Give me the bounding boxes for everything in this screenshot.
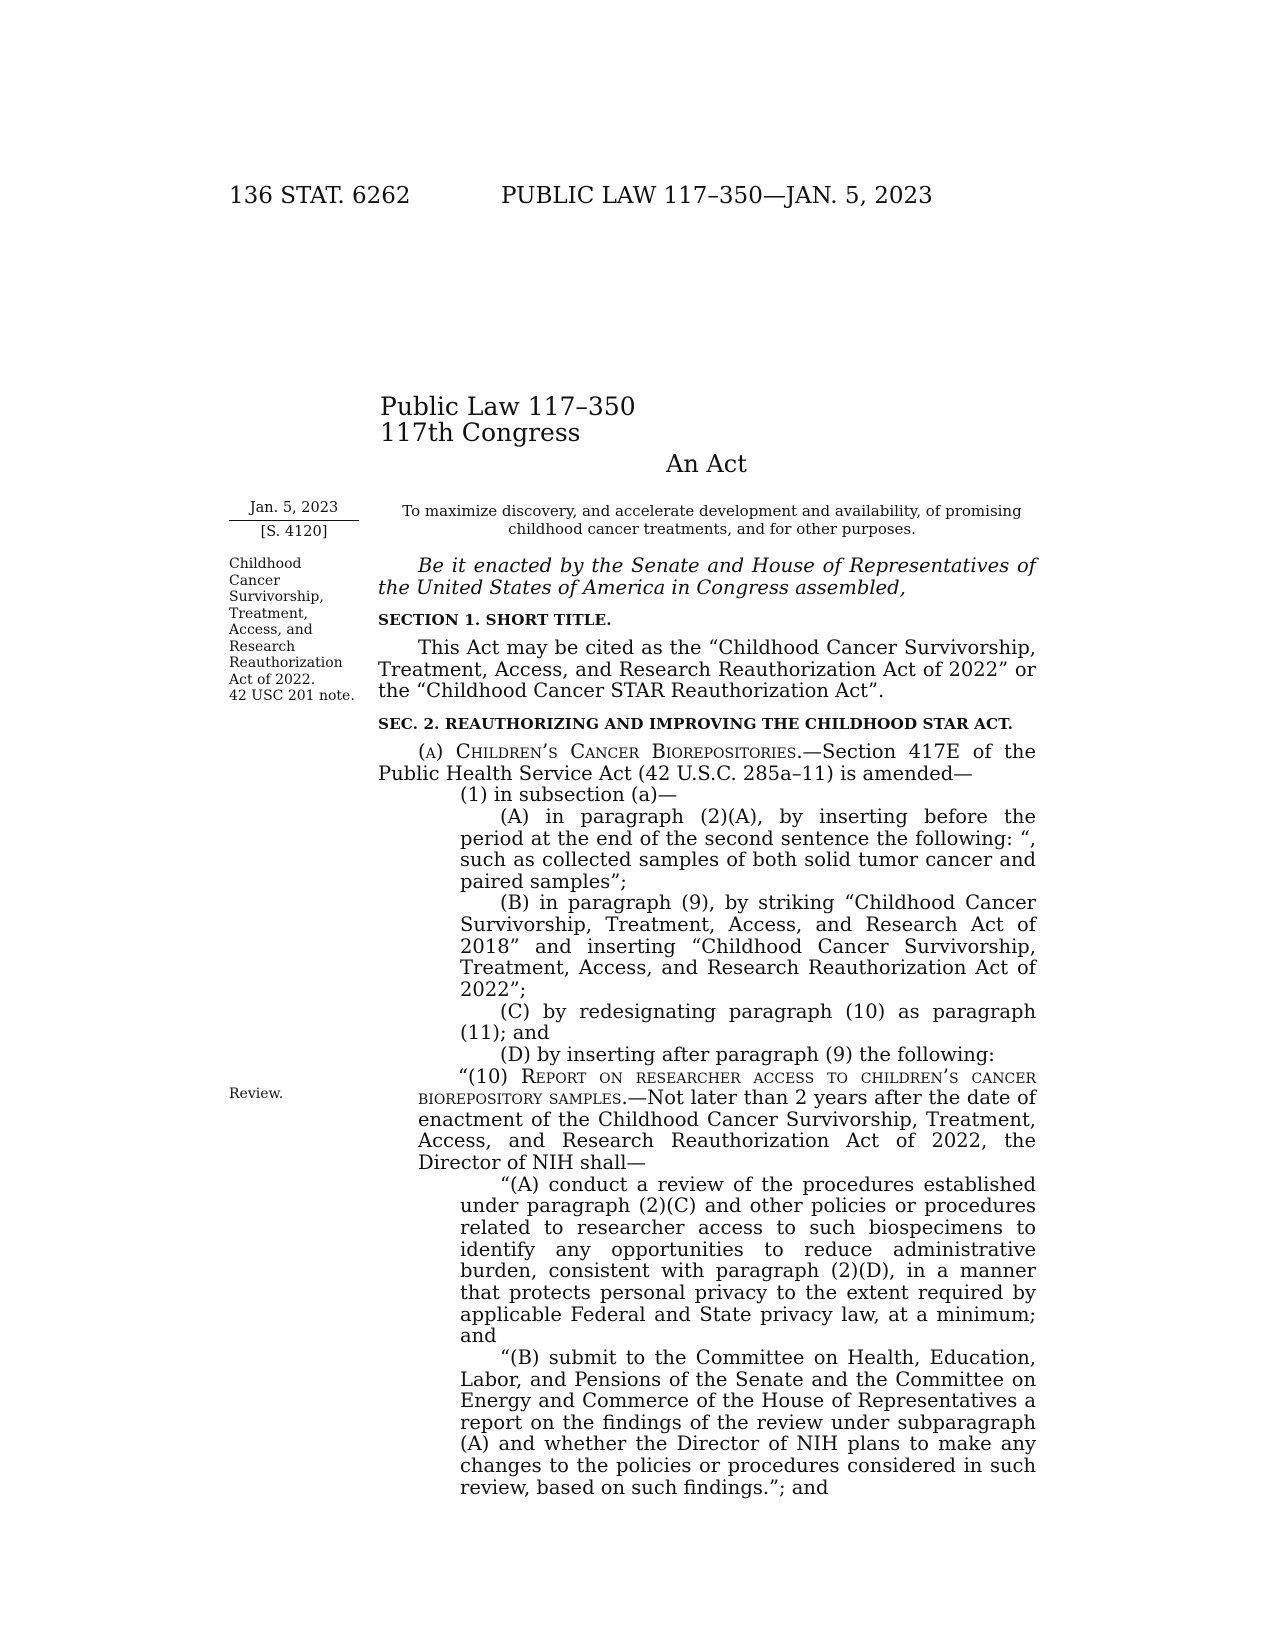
quoted-subparagraph-b: “(B) submit to the Committee on Health, Education, Labor, and Pensions of the Senate and the Committee on Energy and Commerce of the House of Representatives a report on the findings of the review under subparagraph (A) and whether the Director of NIH plans to make any changes to the policies or procedures considered in such review, based on such findings.”; and	[460, 1345, 1036, 1499]
page-stat-citation: 136 STAT. 6262	[229, 183, 411, 209]
margin-date-note	[229, 500, 359, 541]
subparagraph-b: (B) in paragraph (9), by striking “Childhood Cancer Survivorship, Treatment, Access, and Research Act of 2018” and inserting “Childhood Cancer Survivorship, Treatment, Access, and Research Reauthorization Act of 2022”;	[460, 891, 1036, 1001]
margin-note-line: 42 USC 201 note.	[229, 688, 355, 705]
congress-number: 117th Congress	[380, 418, 581, 448]
public-law-number: Public Law 117–350	[380, 392, 636, 421]
section-1-heading: SECTION 1. SHORT TITLE.	[378, 611, 612, 630]
margin-note-line: Research	[229, 638, 296, 655]
subparagraph-a: (A) in paragraph (2)(A), by inserting before the period at the end of the second sentence the following: “, such as collected samples of both solid tumor cancer and paired samples”;	[460, 804, 1036, 893]
enacting-clause: Be it enacted by the Senate and House of Representatives of the United States of America in Congress assembled,	[378, 554, 1036, 599]
bill-body	[378, 555, 1036, 1498]
margin-divider	[229, 520, 359, 521]
margin-short-title-note	[229, 556, 359, 705]
subsection-a	[378, 741, 1036, 784]
section-2-heading: SEC. 2. REAUTHORIZING AND IMPROVING THE CHILDHOOD STAR ACT.	[378, 715, 1014, 734]
margin-note-line: Act of 2022.	[229, 671, 316, 688]
purpose-clause: To maximize discovery, and accelerate development and availability, of promising childhood cancer treatments, and for other purposes.	[402, 502, 1022, 538]
an-act-heading: An Act	[666, 450, 747, 478]
margin-note-line: Survivorship,	[229, 589, 324, 606]
margin-note-line: Access, and	[229, 622, 313, 639]
quoted-paragraph-10-text: —Not later than 2 years after the date of enactment of the Childhood Cancer Survivorship, Treatment, Access, and Research Reauthorization Act of 2022, the Director of NIH shall—	[418, 1086, 1036, 1175]
subparagraph-c: (C) by redesignating paragraph (10) as paragraph (11); and	[460, 999, 1036, 1045]
margin-note-line: Reauthorization	[229, 655, 343, 672]
paragraph-1: (1) in subsection (a)—	[460, 783, 678, 807]
margin-review-note: Review.	[229, 1086, 284, 1102]
law-designation	[380, 394, 636, 447]
quoted-paragraph-10-number: “(10)	[458, 1064, 521, 1088]
section-1-text: This Act may be cited as the “Childhood Cancer Survivorship, Treatment, Access, and Research Reauthorization Act of 2022” or the “Childhood Cancer STAR Reauthorization Act”.	[378, 636, 1036, 703]
quoted-subparagraph-a: “(A) conduct a review of the procedures established under paragraph (2)(C) and other policies or procedures related to researcher access to such biospecimens to identify any opportunities to reduce administrative burden, consistent with paragraph (2)(D), in a manner that protects personal privacy to the extent required by applicable Federal and State privacy law, at a minimum; and	[460, 1172, 1036, 1348]
subsection-a-text: —Section 417E of the Public Health Service Act (42 U.S.C. 285a–11) is amended—	[378, 739, 1036, 785]
margin-note-line: Treatment,	[229, 605, 308, 622]
quoted-paragraph-10-caption: Report on researcher access to children’s cancer biorepository samples.	[418, 1064, 1036, 1110]
bill-number: [S. 4120]	[260, 524, 328, 541]
quoted-paragraph-10	[378, 1066, 1036, 1174]
margin-note-line: Childhood	[229, 556, 302, 572]
subparagraph-d: (D) by inserting after paragraph (9) the following:	[500, 1042, 995, 1066]
running-header: PUBLIC LAW 117–350—JAN. 5, 2023	[501, 183, 933, 209]
margin-note-line: Cancer	[229, 572, 280, 589]
enactment-date: Jan. 5, 2023	[249, 500, 339, 516]
subsection-a-caption: (a) Children’s Cancer Biorepositories.	[418, 739, 803, 763]
